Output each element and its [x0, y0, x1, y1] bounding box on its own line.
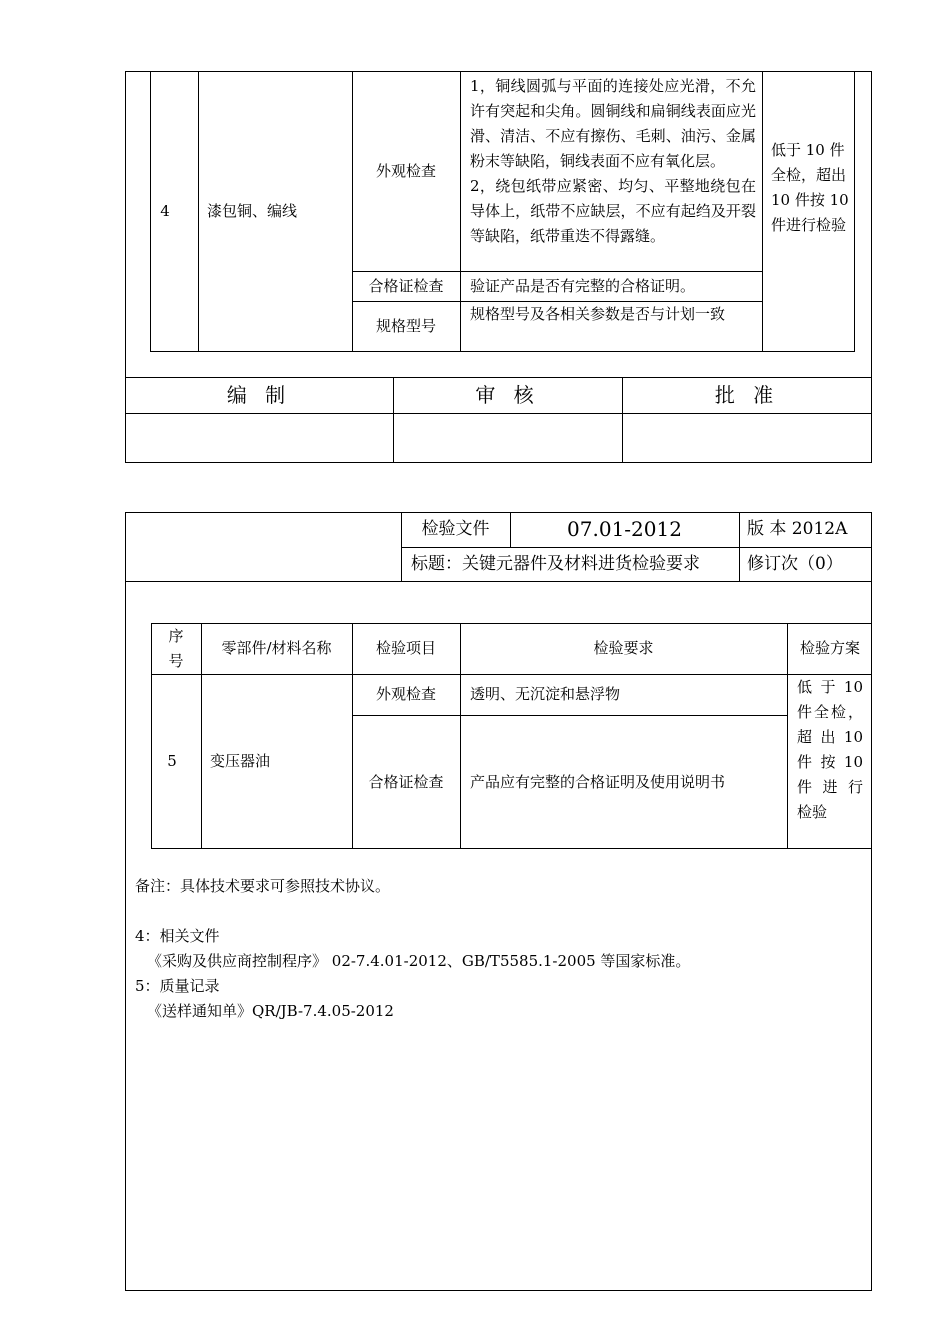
compile-signature-field[interactable] — [126, 414, 392, 462]
doc-revision: 修订次（0） — [747, 553, 843, 574]
upper-req-certificate: 验证产品是否有完整的合格证明。 — [470, 276, 696, 295]
col-header-name: 零部件/材料名称 — [221, 639, 332, 657]
approve-signature-field[interactable] — [623, 414, 871, 462]
review-signature-field[interactable] — [394, 414, 621, 462]
remark-text: 备注：具体技术要求可参照技术协议。 — [135, 877, 391, 895]
upper-item-certificate: 合格证检查 — [368, 276, 444, 295]
col-header-item: 检验项目 — [375, 639, 436, 657]
lower-req-certificate: 产品应有完整的合格证明及使用说明书 — [470, 772, 726, 791]
related-docs-title: 4：相关文件 — [135, 927, 220, 945]
lower-item-certificate: 合格证检查 — [368, 772, 444, 791]
approve-label: 批 准 — [714, 382, 780, 407]
col-header-requirement: 检验要求 — [593, 639, 654, 657]
upper-row-plan: 低于 10 件全检，超出 10 件按 10 件进行检验 — [771, 141, 849, 234]
upper-item-appearance: 外观检查 — [375, 161, 436, 180]
compile-label: 编 制 — [226, 382, 292, 407]
doc-number: 07.01-2012 — [567, 517, 682, 541]
upper-row-no: 4 — [160, 202, 170, 220]
lower-row-name: 变压器油 — [210, 752, 271, 770]
doc-version: 版 本 2012A — [747, 519, 848, 539]
upper-req-appearance: 1，铜线圆弧与平面的连接处应光滑，不允许有突起和尖角。圆铜线和扁铜线表面应光滑、清洁、不应有擦伤、毛刺、油污、金属粉末等缺陷，铜线表面不应有氧化层。 2，绕包纸带应紧密、均匀、平整地绕包在导体上，纸带不应缺层，不应有起绉及开裂等缺陷，纸带重迭不得露缝。 — [470, 77, 756, 245]
col-header-no: 序号 — [168, 626, 184, 670]
lower-row-no: 5 — [167, 752, 177, 770]
lower-row-plan: 低 于 10 件全检，超 出 10 件 按 10 件 进 行 检验 — [797, 678, 863, 821]
doc-label: 检验文件 — [421, 519, 490, 539]
quality-records-body: 《送样通知单》QR/JB-7.4.05-2012 — [147, 1002, 394, 1020]
review-label: 审 核 — [475, 382, 540, 407]
lower-req-appearance: 透明、无沉淀和悬浮物 — [470, 685, 621, 703]
quality-records-title: 5：质量记录 — [135, 977, 220, 995]
doc-title: 标题：关键元器件及材料进货检验要求 — [411, 553, 700, 574]
upper-req-spec: 规格型号及各相关参数是否与计划一致 — [470, 305, 726, 323]
lower-item-appearance: 外观检查 — [375, 685, 436, 703]
related-docs-body: 《采购及供应商控制程序》 02-7.4.01-2012、GB/T5585.1-2005 等国家标准。 — [147, 952, 691, 970]
col-header-plan: 检验方案 — [799, 639, 860, 657]
upper-item-spec: 规格型号 — [375, 317, 436, 335]
upper-row-name: 漆包铜、编线 — [207, 202, 298, 220]
